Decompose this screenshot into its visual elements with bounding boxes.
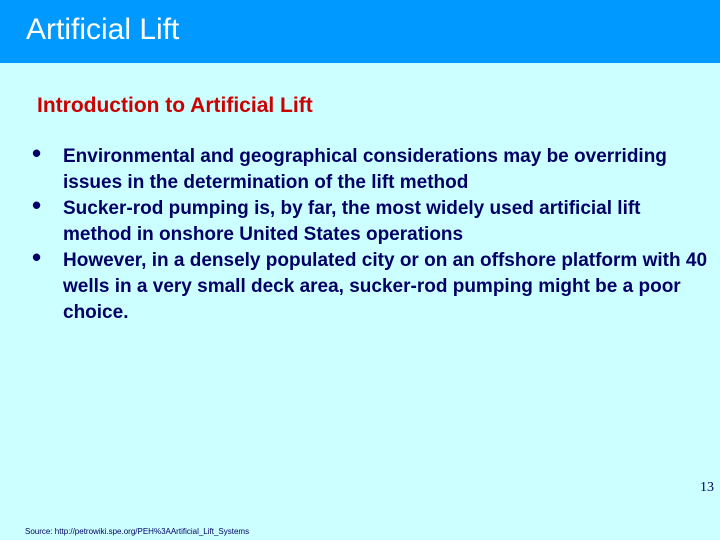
bullet-text: Environmental and geographical considerations may be overriding issues in the determination of the lift method	[63, 146, 667, 193]
bullet-text: Sucker-rod pumping is, by far, the most widely used artificial lift method in onshore United States operations	[63, 198, 641, 245]
header-bar	[0, 0, 720, 63]
bullet-icon: •	[32, 138, 42, 168]
bullet-item	[32, 138, 712, 196]
bullet-text: However, in a densely populated city or on an offshore platform with 40 wells in a very small deck area, sucker-rod pumping might be a poor choice.	[63, 250, 708, 323]
bullet-item	[32, 190, 712, 248]
bullet-icon: •	[32, 190, 42, 220]
source-citation: Source: http://petrowiki.spe.org/PEH%3AArtificial_Lift_Systems	[25, 527, 250, 536]
slide-subtitle: Introduction to Artificial Lift	[37, 94, 313, 117]
slide-title: Artificial Lift	[26, 13, 180, 46]
bullet-icon: •	[32, 242, 42, 272]
page-number: 13	[700, 480, 714, 495]
bullet-list	[32, 138, 712, 326]
bullet-item	[32, 242, 712, 326]
